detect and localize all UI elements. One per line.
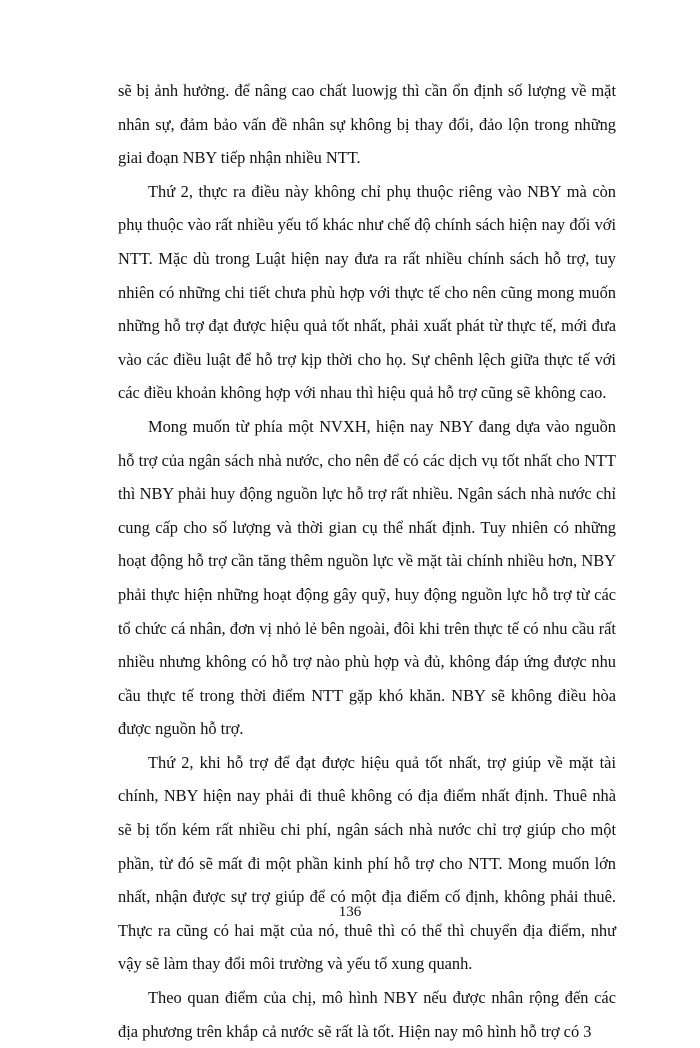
paragraph-funding-sources: Mong muốn từ phía một NVXH, hiện nay NBY đang dựa vào nguồn hỗ trợ của ngân sách nhà nước, cho nên để có các dịch vụ tốt nhất cho NTT thì NBY phải huy động nguồn lực hỗ trợ rất nhiều. Ngân sách nhà nước chỉ cung cấp cho số lượng và thời gian cụ thể nhất định. Tuy nhiên có những hoạt động hỗ trợ cần tăng thêm nguồn lực về mặt tài chính nhiều hơn, NBY phải thực hiện những hoạt động gây quỹ, huy động nguồn lực hỗ trợ từ các tổ chức cá nhân, đơn vị nhỏ lẻ bên ngoài, đôi khi trên thực tế có nhu cầu rất nhiều nhưng không có hỗ trợ nào phù hợp và đủ, không đáp ứng được nhu cầu thực tế trong thời điểm NTT gặp khó khăn. NBY sẽ không điều hòa được nguồn hỗ trợ. (118, 416, 616, 739)
paragraph-rental-location: Thứ 2, khi hỗ trợ để đạt được hiệu quả tốt nhất, trợ giúp về mặt tài chính, NBY hiện nay phải đi thuê không có địa điểm nhất định. Thuê nhà sẽ bị tốn kém rất nhiều chi phí, ngân sách nhà nước chỉ trợ giúp cho một phần, từ đó sẽ mất đi một phần kinh phí hỗ trợ cho NTT. Mong muốn lớn nhất, nhận được sự trợ giúp để có một địa điểm cố định, không phải thuê. Thực ra cũng có hai mặt của nó, thuê thì có thể thì chuyển địa điểm, như vậy sẽ làm thay đổi môi trường và yếu tố xung quanh. (118, 752, 616, 974)
paragraph-continuation: sẽ bị ảnh hưởng. để nâng cao chất luowjg thì cần ổn định số lượng về mặt nhân sự, đảm bảo vấn đề nhân sự không bị thay đổi, đảo lộn trong những giai đoạn NBY tiếp nhận nhiều NTT. (118, 81, 616, 168)
paragraph-policy-dependence: Thứ 2, thực ra điều này không chỉ phụ thuộc riêng vào NBY mà còn phụ thuộc vào rất nhiều yếu tố khác như chế độ chính sách hiện nay đối với NTT. Mặc dù trong Luật hiện nay đưa ra rất nhiều chính sách hỗ trợ, tuy nhiên có những chi tiết chưa phù hợp với thực tế cho nên cũng mong muốn những hỗ trợ đạt được hiệu quả tốt nhất, phải xuất phát từ thực tế, mới đưa vào các điều luật để hỗ trợ kịp thời cho họ. Sự chênh lệch giữa thực tế với các điều khoản không hợp với nhau thì hiệu quả hỗ trợ cũng sẽ không cao. (118, 181, 616, 403)
page-number: 136 (338, 904, 362, 920)
paragraph-model-replication: Theo quan điểm của chị, mô hình NBY nếu được nhân rộng đến các địa phương trên khắp cả nước sẽ rất là tốt. Hiện nay mô hình hỗ trợ có 3 (118, 988, 616, 1041)
